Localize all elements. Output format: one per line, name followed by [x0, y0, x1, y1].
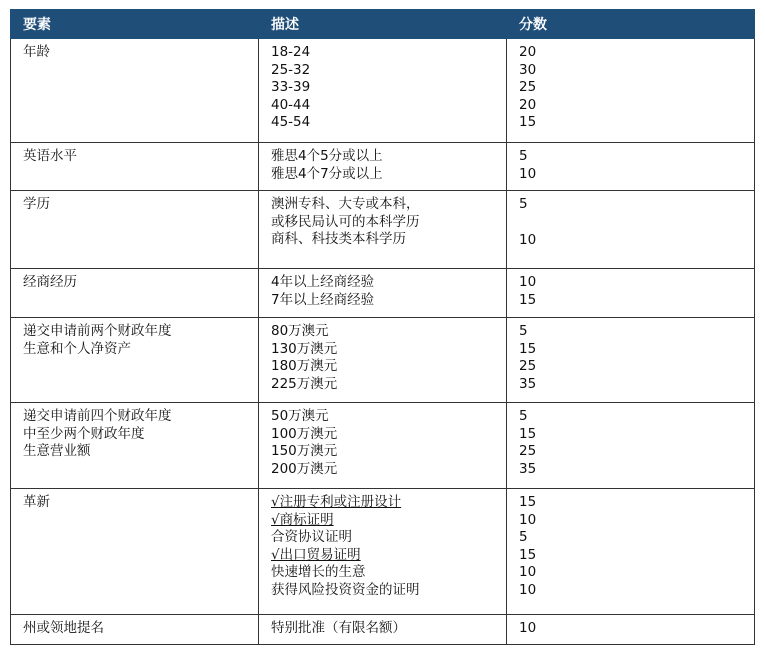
description-text: 特别批准（有限名额）	[271, 620, 406, 636]
factor-text: 生意和个人净资产	[23, 340, 131, 357]
header-factor: 要素	[11, 10, 259, 39]
factor-text: 学历	[23, 196, 50, 212]
description-text: 18-24	[271, 44, 311, 60]
table-row	[11, 615, 755, 645]
description-text: 4年以上经商经验	[271, 274, 375, 290]
description-text: √注册专利或注册设计	[271, 494, 402, 510]
description-text: 澳洲专科、大专或本科，	[271, 196, 420, 212]
description-text: 33-39	[271, 79, 311, 95]
factor-text: 年龄	[23, 44, 50, 60]
header-row	[11, 10, 755, 39]
score-text: 10	[519, 581, 537, 598]
factor-cell	[11, 143, 259, 191]
factor-cell	[11, 489, 259, 615]
table-row	[11, 39, 755, 143]
score-cell	[507, 39, 755, 143]
description-text: 7年以上经商经验	[271, 291, 375, 308]
description-text: 200万澳元	[271, 460, 338, 477]
score-text: 10	[519, 274, 537, 290]
description-text: 130万澳元	[271, 340, 338, 357]
factor-text: 革新	[23, 494, 50, 510]
score-text: 10	[519, 620, 537, 636]
description-text: 45-54	[271, 114, 311, 130]
factor-cell	[11, 269, 259, 318]
factor-text: 经商经历	[23, 274, 77, 290]
table-row	[11, 318, 755, 403]
points-table	[10, 9, 755, 645]
description-cell	[259, 403, 507, 489]
description-text: 或移民局认可的本科学历	[271, 213, 420, 230]
score-text: 5	[519, 323, 528, 339]
factor-text: 递交申请前两个财政年度	[23, 323, 172, 339]
description-cell	[259, 143, 507, 191]
score-text: 10	[519, 564, 537, 580]
description-text: 获得风险投资资金的证明	[271, 581, 420, 598]
score-text: 20	[519, 44, 537, 60]
factor-text: 生意营业额	[23, 443, 91, 459]
factor-text: 递交申请前四个财政年度	[23, 408, 172, 424]
description-text: 150万澳元	[271, 443, 338, 459]
description-cell	[259, 191, 507, 269]
description-text: 雅思4个5分或以上	[271, 148, 383, 164]
header-description: 描述	[259, 10, 507, 39]
description-text: 商科、科技类本科学历	[271, 231, 406, 247]
score-text: 5	[519, 529, 528, 545]
factor-text: 州或领地提名	[23, 620, 104, 636]
description-cell	[259, 39, 507, 143]
factor-cell	[11, 615, 259, 645]
score-text: 15	[519, 494, 537, 510]
score-text: 20	[519, 96, 537, 113]
score-text: 10	[519, 231, 537, 248]
score-cell	[507, 403, 755, 489]
description-text: 雅思4个7分或以上	[271, 165, 383, 182]
score-text: 15	[519, 340, 537, 357]
score-cell	[507, 143, 755, 191]
score-text: 15	[519, 546, 537, 563]
description-text: 100万澳元	[271, 425, 338, 442]
score-cell	[507, 615, 755, 645]
description-cell	[259, 489, 507, 615]
table-row	[11, 191, 755, 269]
score-text: 5	[519, 408, 528, 424]
description-text: 25-32	[271, 61, 311, 78]
score-text: 5	[519, 148, 528, 164]
score-text: 35	[519, 375, 537, 392]
description-text: 50万澳元	[271, 408, 329, 424]
score-text: 30	[519, 61, 537, 78]
header-score: 分数	[507, 10, 755, 39]
score-text: 15	[519, 291, 537, 308]
description-cell	[259, 318, 507, 403]
description-cell	[259, 615, 507, 645]
description-text: 合资协议证明	[271, 529, 352, 545]
description-text: 快速增长的生意	[271, 564, 366, 580]
factor-cell	[11, 39, 259, 143]
score-spacer	[519, 214, 742, 228]
table-row	[11, 489, 755, 615]
score-text: 25	[519, 79, 537, 95]
score-cell	[507, 191, 755, 269]
score-text: 15	[519, 425, 537, 442]
description-text: √商标证明	[271, 511, 334, 528]
description-cell	[259, 269, 507, 318]
table-row	[11, 143, 755, 191]
score-text: 25	[519, 443, 537, 459]
score-text: 10	[519, 511, 537, 528]
factor-text: 中至少两个财政年度	[23, 425, 145, 442]
score-text: 25	[519, 358, 537, 374]
score-cell	[507, 269, 755, 318]
factor-cell	[11, 318, 259, 403]
description-text: 40-44	[271, 96, 311, 113]
score-text: 15	[519, 114, 537, 130]
score-text: 5	[519, 196, 528, 212]
factor-text: 英语水平	[23, 148, 77, 164]
factor-cell	[11, 403, 259, 489]
description-text: 180万澳元	[271, 358, 338, 374]
score-text: 35	[519, 460, 537, 477]
description-text: √出口贸易证明	[271, 546, 361, 563]
score-cell	[507, 318, 755, 403]
description-text: 225万澳元	[271, 375, 338, 392]
score-cell	[507, 489, 755, 615]
score-text: 10	[519, 165, 537, 182]
table-row	[11, 269, 755, 318]
description-text: 80万澳元	[271, 323, 329, 339]
table-row	[11, 403, 755, 489]
factor-cell	[11, 191, 259, 269]
